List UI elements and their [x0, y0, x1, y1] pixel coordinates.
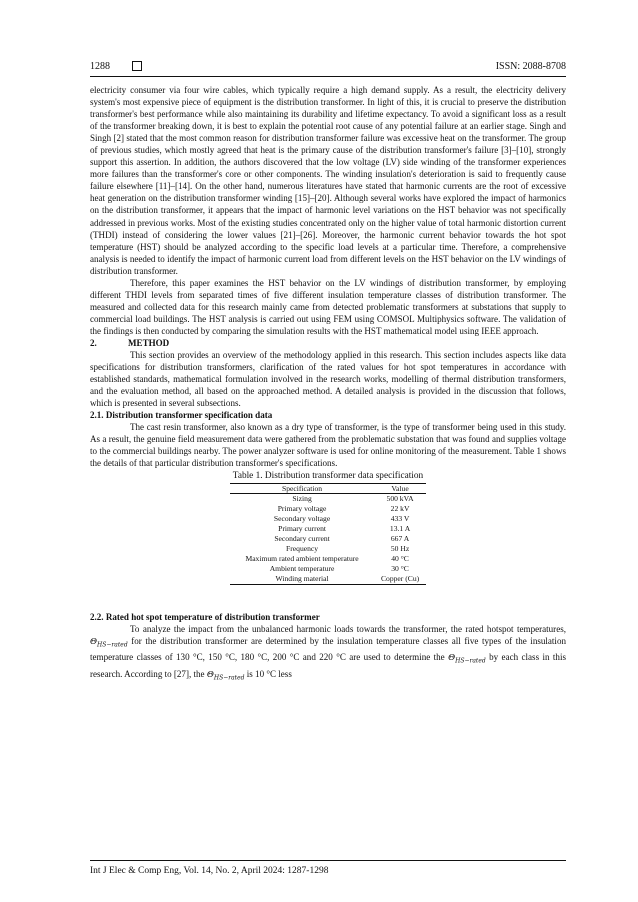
math-base: Θ: [90, 636, 98, 647]
page-number: 1288: [90, 60, 110, 72]
rated-hst-paragraph: [90, 623, 566, 685]
intro-paragraph-1: electricity consumer via four wire cables, which typically require a high demand supply. As a result, the electricity delivery system's most expensive piece of equipment is the distribution transformer. In light of this, it is crucial to preserve the distribution transformer's best performance while also maintaining its durability and lifetime expectancy. To avoid a significant loss as a result of the transformer breaking down, it is best to explain the potential root cause of any potential failure at an earlier stage. Singh and Singh [2] stated that the most common reason for distribution transformer failure was excessive heat on the transformer. The group of previous studies, which mostly agreed that heat is the primary cause of the distribution transformer's failure [3]–[10], strongly support this assertion. In addition, the authors discovered that the low voltage (LV) side winding of the transformer experiences more failures than the transformer's core or other components. The winding insulation's deterioration is said to frequently cause failure elsewhere [11]–[14]. On the other hand, numerous literatures have stated that harmonic currents are the root of excessive heat generation on the distribution transformer winding [15]–[20]. Although several works have explored the impact of harmonics on the distribution transformer, it appears that the impact of harmonic level variations on the HST behavior was not specifically addressed in previous works. Most of the existing studies concentrated only on the higher value of total harmonic distortion current (THDI) instead of considering the lower values [21]–[26]. Moreover, the harmonic current behavior towards the hot spot temperature (HST) should be analyzed according to the specific load levels at a particular time. Therefore, a comprehensive analysis is needed to identify the impact of harmonic current load from different levels on the HST behavior on the LV windings of distribution transformer.: [90, 85, 566, 276]
table-cell: 500 kVA: [386, 494, 414, 504]
running-header: [90, 58, 566, 74]
spec-paragraph: The cast resin transformer, also known as a dry type of transformer, is the type of transformer being used in this study. As a result, the genuine field measurement data were gathered from the problematic substation that was found and supplies voltage to the commercial buildings nearby. The power analyzer software is used for online monitoring of the measurement. Table 1 shows the details of that particular distribution transformer's specifications.: [90, 422, 566, 469]
method-paragraph: This section provides an overview of the methodology applied in this research. This section includes aspects like data specifications for distribution transformers, clarification of the rated values for hot spot temperatures in accordance with established standards, mathematical formulation involved in the research works, modelling of thermal distribution transformers, and the evaluation method, all based on the approached method. A detailed analysis is provided in the discussion that follows, which is presented in several subsections.: [90, 350, 566, 409]
table-row: [230, 534, 426, 544]
subsection-heading-2-2: 2.2. Rated hot spot temperature of distribution transformer: [90, 611, 320, 622]
math-subscript: HS−rated: [97, 641, 128, 649]
table-row: [230, 494, 426, 504]
table-cell: 30 °C: [391, 563, 409, 573]
footer-rule: [90, 860, 566, 861]
table-row: [230, 524, 426, 534]
table-header-row: [230, 483, 426, 494]
table-row: [230, 544, 426, 554]
text-run: is 10 °C less: [244, 669, 292, 680]
table-caption: Table 1. Distribution transformer data specification: [232, 470, 424, 481]
text-run: To analyze the impact from the unbalanced harmonic loads towards the transformer, the rated hotspot temperatures,: [130, 623, 566, 634]
table-header-cell: Value: [374, 483, 426, 494]
table-row: [230, 564, 426, 574]
table-cell: Copper (Cu): [374, 574, 426, 584]
math-base: Θ: [206, 670, 214, 681]
table-cell: Secondary current: [274, 534, 330, 544]
issn-label: ISSN: 2088-8708: [495, 60, 566, 72]
theta-hs-rated-symbol: [448, 653, 486, 666]
table-cell: Ambient temperature: [269, 563, 335, 573]
article-body: [90, 84, 566, 685]
table-row: [230, 554, 426, 564]
square-bullet-icon: [132, 61, 142, 71]
table-cell: 40 °C: [391, 553, 409, 563]
table-row: [230, 574, 426, 584]
table-cell: Primary voltage: [277, 504, 327, 514]
table-cell: 667 A: [390, 534, 410, 544]
section-heading-method: [90, 337, 566, 349]
table-header-cell: Specification: [230, 483, 374, 494]
table-cell: 433 V: [390, 514, 410, 524]
table-cell: Secondary voltage: [273, 514, 331, 524]
math-base: Θ: [448, 653, 456, 664]
intro-paragraph-2: Therefore, this paper examines the HST behavior on the LV windings of distribution transformer, by employing different THDI levels from separated times of five different insulation temperature classes of distribution transformer. The measured and collected data for this research mainly came from detected problematic transformers at substations that supply to commercial load buildings. The HST analysis is carried out using FEM using COMSOL Multiphysics software. The validation of the findings is then conducted by comparing the simulation results with the HST mathematical model using IEEE approach.: [90, 277, 566, 336]
header-rule: [90, 76, 566, 77]
table-row: [230, 514, 426, 524]
running-footer: Int J Elec & Comp Eng, Vol. 14, No. 2, April 2024: 1287-1298: [90, 866, 329, 876]
subsection-heading-2-1: 2.1. Distribution transformer specification data: [90, 410, 273, 421]
table-cell: 50 Hz: [390, 543, 410, 553]
theta-hs-rated-symbol: [207, 670, 245, 680]
text-run: for the distribution transformer are determined by the insulation temperature classes all five types of the insulation temperature classes of 130 °C, 150 °C, 180 °C, 200 °C and 220 °C are used to determine the: [90, 635, 566, 663]
table-cell: 13.1 A: [389, 524, 411, 534]
math-subscript: HS−rated: [213, 674, 245, 682]
section-title: METHOD: [128, 337, 170, 348]
table-cell: Primary current: [278, 524, 326, 534]
table-cell: Sizing: [292, 494, 312, 504]
text-run: by each class in this research. According to [27], the: [90, 652, 566, 680]
theta-hs-rated-symbol: [90, 637, 128, 647]
table-cell: 22 kV: [390, 504, 410, 514]
spec-table: [230, 483, 426, 585]
table-cell: Winding material: [230, 574, 374, 584]
math-subscript: HS−rated: [455, 658, 486, 666]
table-cell: Maximum rated ambient temperature: [245, 553, 359, 563]
table-row: [230, 504, 426, 514]
section-number: 2.: [90, 337, 97, 348]
table-cell: Frequency: [286, 543, 319, 553]
